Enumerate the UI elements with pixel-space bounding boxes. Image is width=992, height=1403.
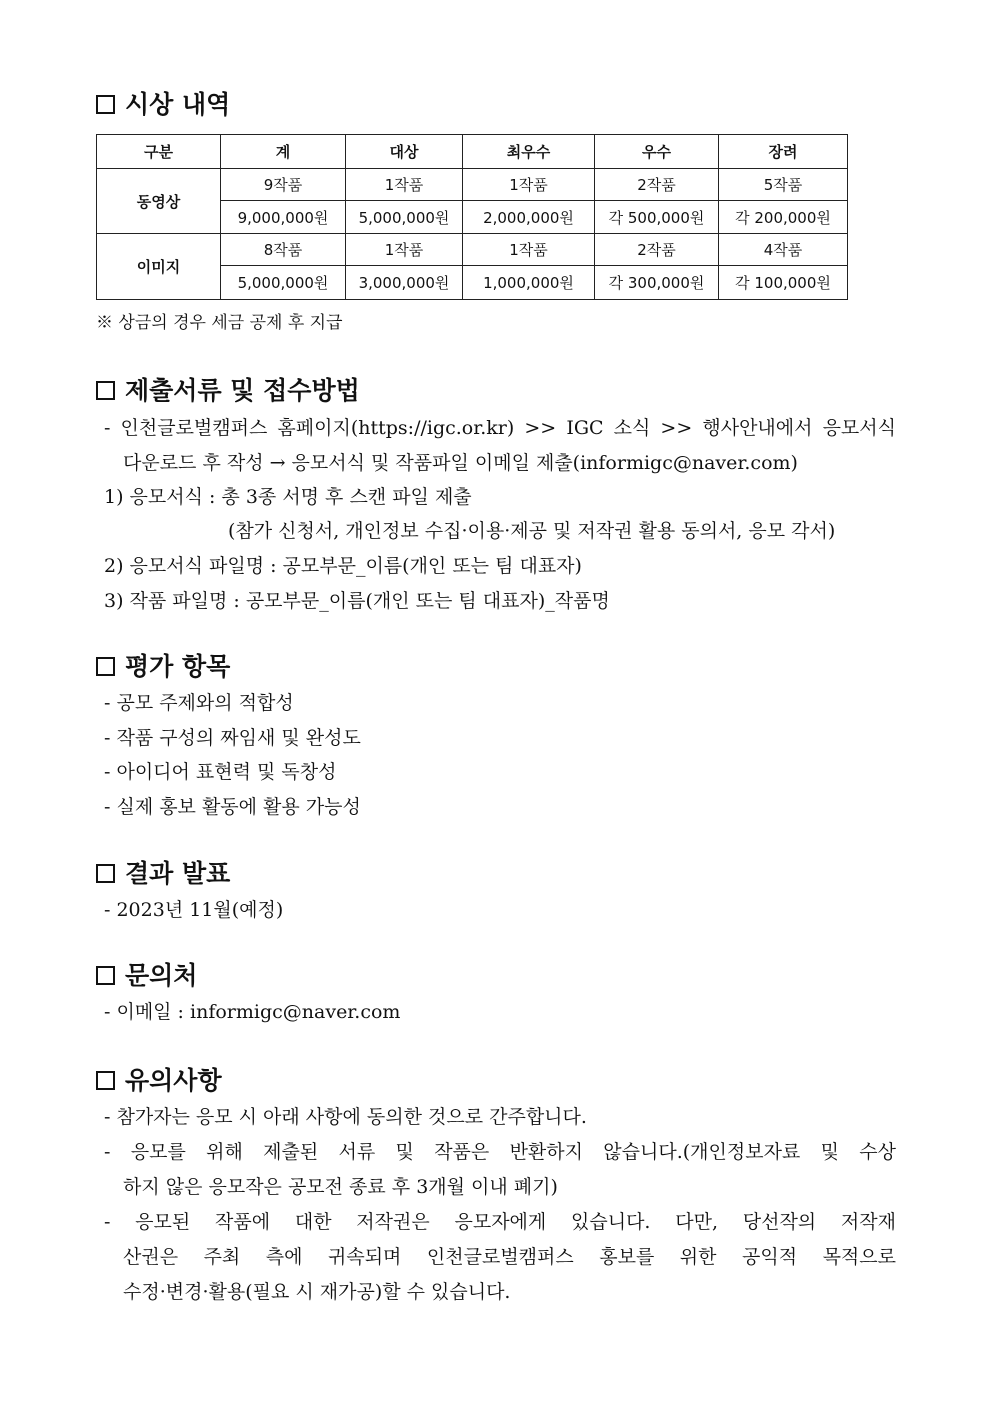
notes-line-3a: - 응모된 작품에 대한 저작권은 응모자에게 있습니다. 다만, 당선작의 저작재 xyxy=(104,1211,896,1233)
amount-cell: 9,000,000원 xyxy=(221,201,346,234)
results-text: - 2023년 11월(예정) xyxy=(104,899,284,921)
amount-cell: 3,000,000원 xyxy=(346,266,463,300)
list-item: - 작품 구성의 짜임새 및 완성도 xyxy=(104,727,361,749)
count-cell: 1작품 xyxy=(346,169,463,201)
category-cell: 동영상 xyxy=(97,169,221,234)
submission-item-2: 2) 응모서식 파일명 : 공모부문_이름(개인 또는 팀 대표자) xyxy=(104,555,582,577)
submission-item-3: 3) 작품 파일명 : 공모부문_이름(개인 또는 팀 대표자)_작품명 xyxy=(104,590,610,612)
column-header: 대상 xyxy=(346,135,463,169)
column-header: 구분 xyxy=(97,135,221,169)
count-cell: 5작품 xyxy=(719,169,848,201)
square-bullet-icon xyxy=(96,95,115,114)
count-cell: 2작품 xyxy=(595,234,719,266)
notes-line-1: - 참가자는 응모 시 아래 사항에 동의한 것으로 간주합니다. xyxy=(104,1106,587,1128)
count-cell: 4작품 xyxy=(719,234,848,266)
amount-cell: 각 500,000원 xyxy=(595,201,719,234)
submission-item-1-detail: (참가 신청서, 개인정보 수집·이용·제공 및 저작권 활용 동의서, 응모 각서) xyxy=(228,520,836,542)
column-header: 계 xyxy=(221,135,346,169)
table-row xyxy=(97,234,848,266)
evaluation-heading: 평가 항목 xyxy=(96,650,230,684)
square-bullet-icon xyxy=(96,1071,115,1090)
amount-cell: 각 200,000원 xyxy=(719,201,848,234)
column-header: 장려 xyxy=(719,135,848,169)
square-bullet-icon xyxy=(96,657,115,676)
tax-note: ※ 상금의 경우 세금 공제 후 지급 xyxy=(96,313,343,333)
notes-heading: 유의사항 xyxy=(96,1064,222,1098)
list-item: - 실제 홍보 활동에 활용 가능성 xyxy=(104,796,361,818)
results-heading: 결과 발표 xyxy=(96,857,230,891)
square-bullet-icon xyxy=(96,864,115,883)
count-cell: 2작품 xyxy=(595,169,719,201)
awards-heading: 시상 내역 xyxy=(96,88,230,122)
square-bullet-icon xyxy=(96,966,115,985)
submission-intro-line1: - 인천글로벌캠퍼스 홈페이지(https://igc.or.kr) >> IGC 소식 >> 행사안내에서 응모서식 xyxy=(104,417,896,439)
count-cell: 9작품 xyxy=(221,169,346,201)
table-header-row xyxy=(97,135,848,169)
column-header: 최우수 xyxy=(463,135,595,169)
square-bullet-icon xyxy=(96,381,115,400)
count-cell: 1작품 xyxy=(346,234,463,266)
amount-cell: 각 300,000원 xyxy=(595,266,719,300)
submission-heading: 제출서류 및 접수방법 xyxy=(96,374,360,408)
notes-line-3b: 산권은 주최 측에 귀속되며 인천글로벌캠퍼스 홍보를 위한 공익적 목적으로 xyxy=(123,1246,896,1268)
notes-line-3c: 수정·변경·활용(필요 시 재가공)할 수 있습니다. xyxy=(123,1281,511,1303)
notes-line-2b: 하지 않은 응모작은 공모전 종료 후 3개월 이내 폐기) xyxy=(123,1176,558,1198)
amount-cell: 5,000,000원 xyxy=(346,201,463,234)
column-header: 우수 xyxy=(595,135,719,169)
amount-cell: 각 100,000원 xyxy=(719,266,848,300)
contact-heading: 문의처 xyxy=(96,959,197,993)
submission-intro-line2: 다운로드 후 작성 → 응모서식 및 작품파일 이메일 제출(informigc@naver.com) xyxy=(123,452,798,474)
amount-cell: 5,000,000원 xyxy=(221,266,346,300)
list-item: - 아이디어 표현력 및 독창성 xyxy=(104,761,337,783)
amount-cell: 1,000,000원 xyxy=(463,266,595,300)
awards-table xyxy=(96,134,848,300)
submission-item-1: 1) 응모서식 : 총 3종 서명 후 스캔 파일 제출 xyxy=(104,486,472,508)
count-cell: 1작품 xyxy=(463,234,595,266)
category-cell: 이미지 xyxy=(97,234,221,300)
table-row xyxy=(97,169,848,201)
contact-email: - 이메일 : informigc@naver.com xyxy=(104,1001,401,1023)
notes-line-2a: - 응모를 위해 제출된 서류 및 작품은 반환하지 않습니다.(개인정보자료 및 수상 xyxy=(104,1141,896,1163)
count-cell: 8작품 xyxy=(221,234,346,266)
list-item: - 공모 주제와의 적합성 xyxy=(104,692,294,714)
count-cell: 1작품 xyxy=(463,169,595,201)
amount-cell: 2,000,000원 xyxy=(463,201,595,234)
